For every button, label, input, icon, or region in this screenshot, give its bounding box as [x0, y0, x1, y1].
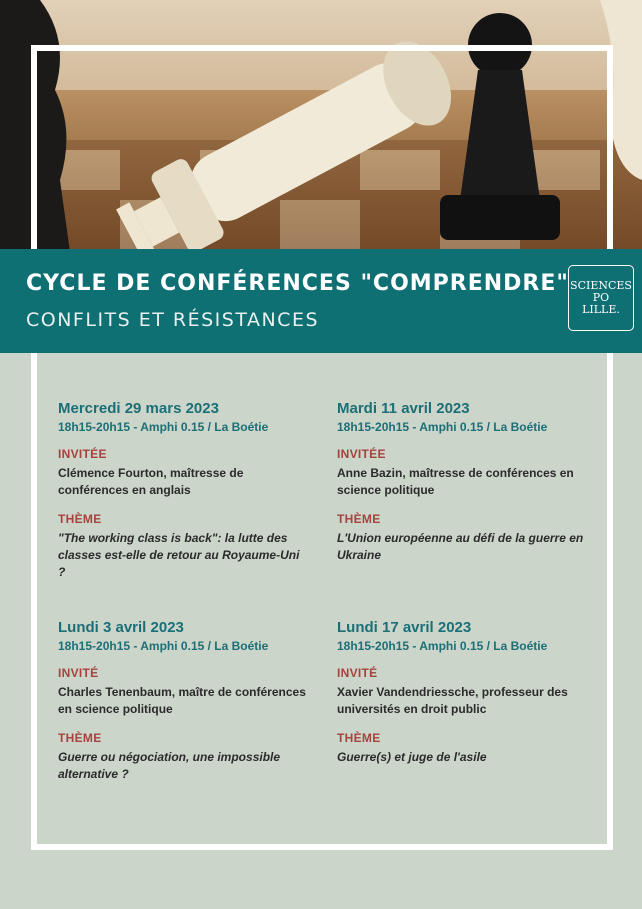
guest-name: Clémence Fourton, maîtresse de conférences en anglais — [58, 466, 244, 497]
theme-text: Guerre(s) et juge de l'asile — [337, 750, 487, 764]
event-card — [58, 619, 308, 783]
theme-label: THÈME — [337, 512, 381, 526]
event-time: 18h15-20h15 - Amphi 0.15 / La Boétie — [337, 639, 548, 653]
event-card — [58, 400, 308, 581]
page-subtitle: CONFLITS ET RÉSISTANCES — [26, 309, 320, 331]
event-date: Lundi 3 avril 2023 — [58, 619, 184, 636]
guest-name: Xavier Vandendriessche, professeur des universités en droit public — [337, 685, 568, 716]
title-banner — [0, 249, 642, 353]
theme-text: L'Union européenne au défi de la guerre en Ukraine — [337, 531, 584, 562]
guest-label: INVITÉ — [337, 666, 378, 680]
logo-line-1: SCIENCES — [570, 279, 632, 292]
event-date: Mardi 11 avril 2023 — [337, 400, 470, 417]
guest-label: INVITÉE — [337, 447, 386, 461]
guest-label: INVITÉ — [58, 666, 99, 680]
event-time: 18h15-20h15 - Amphi 0.15 / La Boétie — [58, 420, 269, 434]
theme-label: THÈME — [58, 731, 102, 745]
event-card — [337, 619, 587, 766]
event-time: 18h15-20h15 - Amphi 0.15 / La Boétie — [58, 639, 269, 653]
event-time: 18h15-20h15 - Amphi 0.15 / La Boétie — [337, 420, 548, 434]
theme-text: "The working class is back": la lutte des classes est-elle de retour au Royaume-Uni ? — [58, 531, 300, 579]
theme-label: THÈME — [58, 512, 102, 526]
guest-label: INVITÉE — [58, 447, 107, 461]
logo-line-3: LILLE. — [582, 303, 620, 316]
page-title: CYCLE DE CONFÉRENCES "COMPRENDRE" — [26, 271, 569, 296]
event-date: Mercredi 29 mars 2023 — [58, 400, 219, 417]
event-card — [337, 400, 587, 564]
theme-label: THÈME — [337, 731, 381, 745]
guest-name: Anne Bazin, maîtresse de conférences en science politique — [337, 466, 574, 497]
event-date: Lundi 17 avril 2023 — [337, 619, 472, 636]
sciences-po-lille-logo — [568, 265, 634, 331]
guest-name: Charles Tenenbaum, maître de conférences en science politique — [58, 685, 306, 716]
logo-line-2: PO — [592, 291, 610, 304]
theme-text: Guerre ou négociation, une impossible alternative ? — [58, 750, 281, 781]
